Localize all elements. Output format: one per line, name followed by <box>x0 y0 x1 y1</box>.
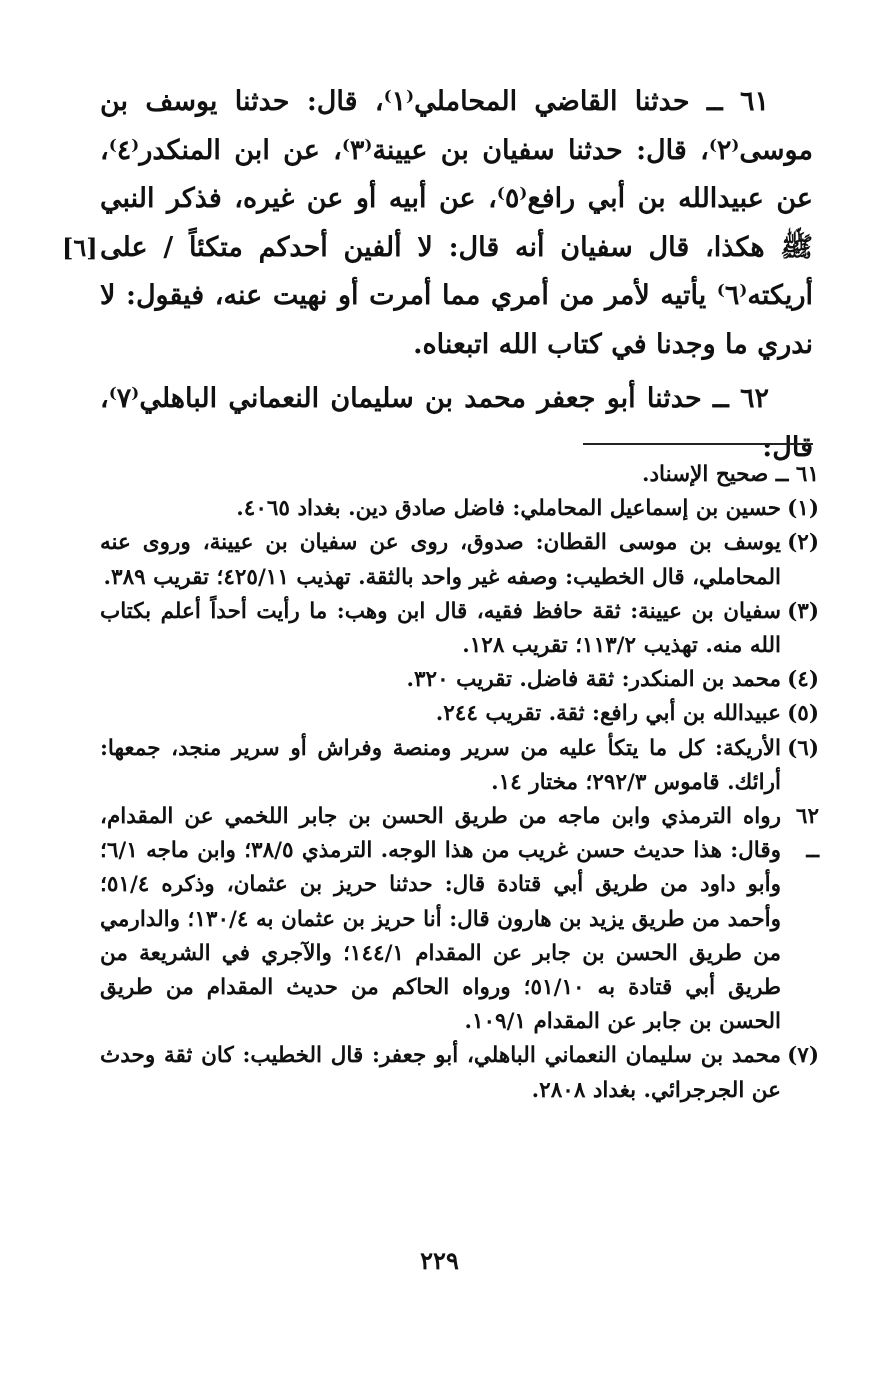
footnote-7 <box>100 1039 819 1107</box>
footnote-text: رواه الترمذي وابن ماجه من طريق الحسن بن جابر اللخمي عن المقدام، وقال: هذا حديث حسن غريب من هذا الوجه. الترمذي ٣٨/٥؛ وابن ماجه ٦/١؛ وأبو داود من طريق أبي قتادة قال: حدثنا حريز بن عثمان، وذكره ٥١/٤؛ وأحمد من طريق يزيد بن هارون قال: أنا حريز بن عثمان به ١٣٠/٤؛ والدارمي من طريق الحسن بن جابر عن المقدام ١٤٤/١؛ والآجري في الشريعة من طريق أبي قتادة به ٥١/١٠؛ ورواه الحاكم من حديث المقدام من طريق الحسن بن جابر عن المقدام ١٠٩/١. <box>100 804 782 1035</box>
footnote-text: حسين بن إسماعيل المحاملي: فاضل صادق دين. بغداد ٤٠٦٥. <box>236 496 781 522</box>
footnote-number: (٢) <box>787 530 819 556</box>
footnote-text: ٦١ ــ صحيح الإسناد. <box>641 462 819 487</box>
footnote-text: سفيان بن عيينة: ثقة حافظ فقيه، قال ابن وهب: ما رأيت أحداً أعلم بكتاب الله منه. تهذيب ١١٣/٢؛ تقريب ١٢٨. <box>100 598 781 659</box>
footnote-4 <box>100 663 819 697</box>
footnote-text: عبيدالله بن أبي رافع: ثقة. تقريب ٢٤٤. <box>435 701 781 727</box>
footnotes-section <box>100 458 819 1108</box>
footnote-text: الأريكة: كل ما يتكأ عليه من سرير ومنصة وفراش أو سرير منجد، جمعها: أرائك. قاموس ٢٩٢/٣؛ مختار ١٤. <box>100 735 781 795</box>
main-text <box>62 78 813 472</box>
footnote-text: محمد بن سليمان النعماني الباهلي، أبو جعفر: قال الخطيب: كان ثقة وحدث عن الجرجرائي. بغداد ٢٨٠٨. <box>100 1043 781 1103</box>
footnote-number: (٣) <box>787 598 819 624</box>
footnote-1 <box>100 492 819 526</box>
hadith-61-paragraph: ٦١ ــ حدثنا القاضي المحاملي⁽١⁾، قال: حدثنا يوسف بن موسى⁽٢⁾، قال: حدثنا سفيان بن عيينة⁽٣⁾، عن ابن المنكدر⁽٤⁾، عن عبيدالله بن أبي رافع⁽٥⁾، عن أبيه أو عن غيره، فذكر النبي ﷺ هكذا، قال سفيان أنه قال: لا ألفين أحدكم متكئاً / على أريكته⁽٦⁾ يأتيه لأمر من أمري مما أمرت أو نهيت عنه، فيقول: لا ندري ما وجدنا في كتاب الله اتبعناه. <box>100 86 813 360</box>
footnote-2 <box>100 526 819 594</box>
footnote-number: (٧) <box>787 1043 819 1069</box>
hadith-62-paragraph: ٦٢ ــ حدثنا أبو جعفر محمد بن سليمان النعماني الباهلي⁽٧⁾، قال: <box>100 383 813 463</box>
footnote-number: (١) <box>787 496 819 522</box>
page-number: ٢٢٩ <box>420 1246 459 1275</box>
footnote-3 <box>100 595 819 663</box>
footnote-separator <box>583 443 813 445</box>
footnote-number: (٥) <box>787 701 819 727</box>
footnote-number: (٤) <box>787 667 819 693</box>
footnote-text: محمد بن المنكدر: ثقة فاضل. تقريب ٣٢٠. <box>406 667 781 693</box>
footnote-number: (٦) <box>787 735 819 761</box>
footnote-61 <box>100 458 819 492</box>
footnote-text: يوسف بن موسى القطان: صدوق، روى عن سفيان بن عيينة، وروى عنه المحاملي، قال الخطيب: وصفه غير واحد بالثقة. تهذيب ٤٢٥/١١؛ تقريب ٣٨٩. <box>100 530 781 590</box>
footnote-5 <box>100 697 819 731</box>
footnote-6 <box>100 732 819 800</box>
margin-page-mark: [٦] <box>62 233 98 262</box>
footnote-number: ٦٢ ــ <box>795 804 819 864</box>
footnote-62 <box>100 800 819 1039</box>
